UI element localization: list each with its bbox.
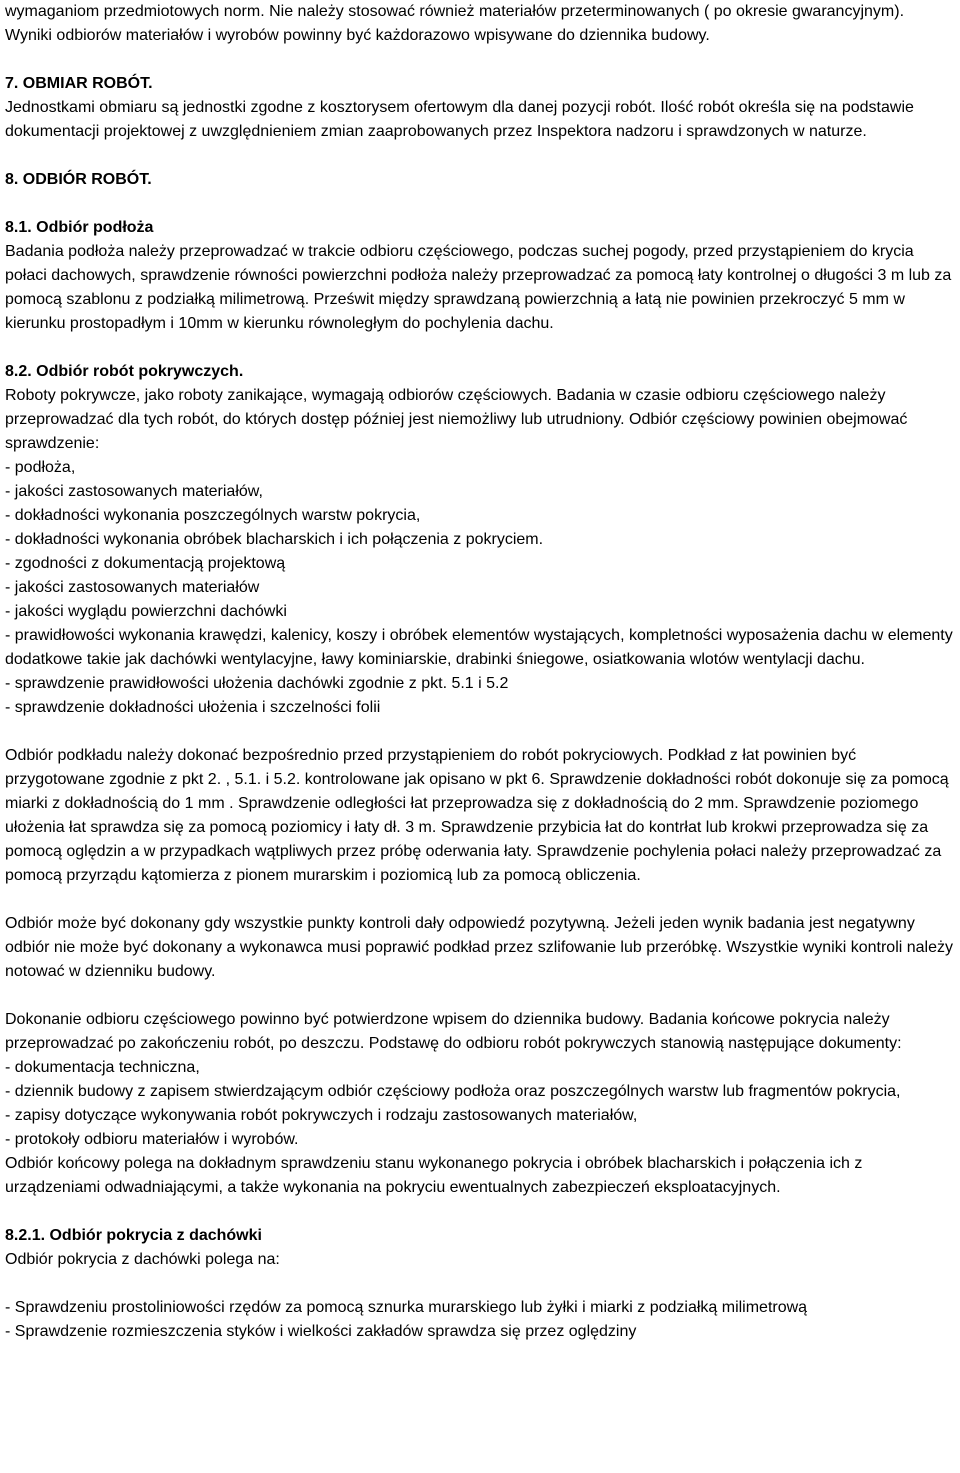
list-item: - podłoża, <box>5 459 76 476</box>
list-item: - jakości zastosowanych materiałów <box>5 579 260 596</box>
underlay-inspection-paragraph: Odbiór podkładu należy dokonać bezpośrednio przed przystąpieniem do robót pokryciowych. Podkład z łat powinien być przygotowane zgodnie z pkt 2. , 5.1. i 5.2. kontrolowane jak opisano w pkt 6. Sprawdzenie dokładności robót dokonuje się za pomocą miarki z dokładnością do 1 mm . Sprawdzenie odległości łat przeprowadza się z dokładnością do 2 mm. Sprawdzenie poziomego ułożenia łat sprawdza się za pomocą poziomicy i łaty dł. 3 m. Sprawdzenie przybicia łat do kontrłat lub krokwi przeprowadza się za pomocą oględzin a w przypadkach wątpliwych przez próbę oderwania łaty. Sprawdzenie pochylenia połaci należy przeprowadzać za pomocą przyrządu kątomierza z pionem murarskim i poziomicą lub za pomocą obliczenia. <box>5 747 949 884</box>
list-item: - protokoły odbioru materiałów i wyrobów. <box>5 1131 299 1148</box>
list-item: - dziennik budowy z zapisem stwierdzającym odbiór częściowy podłoża oraz poszczególnych warstw lub fragmentów pokrycia, <box>5 1083 901 1100</box>
documents-list <box>5 1056 955 1152</box>
section-8-2-paragraph: Roboty pokrywcze, jako roboty zanikające, wymagają odbiorów częściowych. Badania w czasie odbioru częściowego należy przeprowadzać dla tych robót, do których dostęp później jest niemożliwy lub utrudniony. Odbiór częściowy powinien obejmować sprawdzenie: <box>5 387 908 452</box>
list-item: - dokładności wykonania obróbek blacharskich i ich połączenia z pokryciem. <box>5 531 544 548</box>
partial-acceptance-paragraph: Dokonanie odbioru częściowego powinno być potwierdzone wpisem do dziennika budowy. Badania końcowe pokrycia należy przeprowadzać po zakończeniu robót, po deszczu. Podstawę do odbioru robót pokrywczych stanowią następujące dokumenty: <box>5 1011 902 1052</box>
section-8-heading: 8. ODBIÓR ROBÓT. <box>5 171 152 188</box>
list-item: - Sprawdzenie rozmieszczenia styków i wielkości zakładów sprawdza się przez oględziny <box>5 1323 637 1340</box>
intro-paragraph: wymaganiom przedmiotowych norm. Nie należy stosować również materiałów przeterminowanych ( po okresie gwarancyjnym). Wyniki odbiorów materiałów i wyrobów powinny być każdorazowo wpisywane do dziennika budowy. <box>5 3 905 44</box>
acceptance-result-paragraph: Odbiór może być dokonany gdy wszystkie punkty kontroli dały odpowiedź pozytywną. Jeżeli jeden wynik badania jest negatywny odbiór nie może być dokonany a wykonawca musi poprawić podkład przez szlifowanie lub przeróbkę. Wszystkie wyniki kontroli należy notować w dzienniku budowy. <box>5 915 953 980</box>
section-8-2-heading: 8.2. Odbiór robót pokrywczych. <box>5 363 244 380</box>
list-item: - jakości zastosowanych materiałów, <box>5 483 263 500</box>
section-8-2-1-heading: 8.2.1. Odbiór pokrycia z dachówki <box>5 1227 262 1244</box>
list-item: - Sprawdzeniu prostoliniowości rzędów za pomocą sznurka murarskiego lub żyłki i miarki z podziałką milimetrową <box>5 1299 808 1316</box>
document-page <box>5 0 955 1344</box>
section-8-2-1-paragraph: Odbiór pokrycia z dachówki polega na: <box>5 1251 280 1268</box>
list-item: - zgodności z dokumentacją projektową <box>5 555 286 572</box>
tile-inspection-list <box>5 1296 955 1344</box>
section-8-1-heading: 8.1. Odbiór podłoża <box>5 219 154 236</box>
list-item: - dokumentacja techniczna, <box>5 1059 200 1076</box>
list-item: - prawidłowości wykonania krawędzi, kalenicy, koszy i obróbek elementów wystających, kompletności wyposażenia dachu w elementy dodatkowe takie jak dachówki wentylacyjne, ławy kominiarskie, drabinki śniegowe, osiatkowania wlotów wentylacji dachu. <box>5 627 953 668</box>
inspection-list <box>5 456 955 720</box>
list-item: - zapisy dotyczące wykonywania robót pokrywczych i rodzaju zastosowanych materiałów, <box>5 1107 638 1124</box>
final-acceptance-paragraph: Odbiór końcowy polega na dokładnym sprawdzeniu stanu wykonanego pokrycia i obróbek blacharskich i połączenia ich z urządzeniami odwadniającymi, a także wykonania na pokryciu ewentualnych zabezpieczeń eksploatacyjnych. <box>5 1155 863 1196</box>
section-7-paragraph: Jednostkami obmiaru są jednostki zgodne z kosztorysem ofertowym dla danej pozycji robót. Ilość robót określa się na podstawie dokumentacji projektowej z uwzględnieniem zmian zaaprobowanych przez Inspektora nadzoru i sprawdzonych w naturze. <box>5 99 914 140</box>
list-item: - sprawdzenie dokładności ułożenia i szczelności folii <box>5 699 381 716</box>
section-8-1-paragraph: Badania podłoża należy przeprowadzać w trakcie odbioru częściowego, podczas suchej pogody, przed przystąpieniem do krycia połaci dachowych, sprawdzenie równości powierzchni podłoża należy przeprowadzać za pomocą łaty kontrolnej o długości 3 m lub za pomocą szablonu z podziałką milimetrową. Prześwit między sprawdzaną powierzchnią a łatą nie powinien przekroczyć 5 mm w kierunku prostopadłym i 10mm w kierunku równoległym do pochylenia dachu. <box>5 243 952 332</box>
list-item: - dokładności wykonania poszczególnych warstw pokrycia, <box>5 507 421 524</box>
list-item: - sprawdzenie prawidłowości ułożenia dachówki zgodnie z pkt. 5.1 i 5.2 <box>5 675 509 692</box>
section-7-heading: 7. OBMIAR ROBÓT. <box>5 75 153 92</box>
list-item: - jakości wyglądu powierzchni dachówki <box>5 603 287 620</box>
